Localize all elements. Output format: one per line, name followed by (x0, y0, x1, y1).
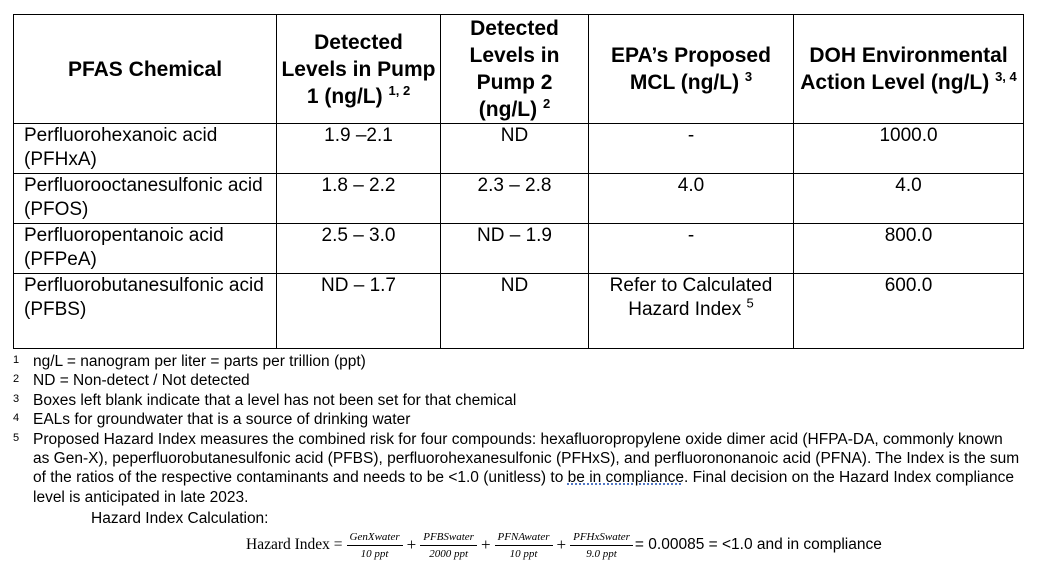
chemical-cell: Perfluorohexanoic acid (PFHxA) (14, 124, 277, 174)
eal-cell: 600.0 (794, 274, 1024, 349)
mcl-cell: 4.0 (589, 174, 794, 224)
grammar-flagged-text: be in compliance (567, 469, 684, 487)
footnote-text: ng/L = nanogram per liter = parts per trillion (ppt) (33, 353, 366, 370)
mcl-cell: - (589, 124, 794, 174)
chemical-cell: Perfluorobutanesulfonic acid (PFBS) (14, 274, 277, 349)
header-mcl: EPA’s Proposed MCL (ng/L) $^3$ (589, 15, 794, 124)
footnote-number: 2 (13, 373, 20, 386)
mcl-cell: - (589, 224, 794, 274)
plus-sign: + (406, 535, 417, 554)
plus-sign: + (556, 535, 567, 554)
footnote-number: 1 (13, 354, 20, 366)
table-row (14, 274, 1024, 349)
pump1-cell: 1.8 – 2.2 (277, 174, 441, 224)
pfas-table (13, 14, 1024, 349)
pump1-cell: 2.5 – 3.0 (277, 224, 441, 274)
footnote-text: Proposed Hazard Index measures the combined risk for four compounds: hexafluoropropylene oxide dimer acid (HFPA-DA, commonly known as Gen-X), peperfluorobutanesulfonic acid (PFBS), perfluorohexanesulfonic (PFHxS), and perfluorononanoic acid (PFNA). The Index is the sum of the ratios of the respective contaminants and needs to be <1.0 (unitless) to be in compliance. Final decision on the Hazard Index compliance level is anticipated in late 2023. (33, 430, 1020, 506)
formula-fraction: $\frac{\text{PFNAwater}}{\text{10 ppt}}$ (495, 531, 553, 560)
table-row (14, 124, 1024, 174)
pump2-cell: ND – 1.9 (441, 224, 589, 274)
chemical-cell: Perfluorooctanesulfonic acid (PFOS) (14, 174, 277, 224)
formula-lhs: Hazard Index = (246, 536, 343, 553)
footnote-text: EALs for groundwater that is a source of drinking water (33, 411, 411, 429)
mcl-cell: Refer to Calculated Hazard Index $^5$ (589, 274, 794, 349)
table-row (14, 224, 1024, 274)
footnote (13, 430, 1023, 508)
eal-cell: 4.0 (794, 174, 1024, 224)
formula-fraction: $\frac{\text{PFHxSwater}}{\text{9.0 ppt}}$ (570, 531, 633, 560)
table-row (14, 174, 1024, 224)
footnote (13, 410, 1023, 429)
footnote-number: 5 (13, 431, 20, 444)
formula-fraction: $\frac{\text{GenXwater}}{\text{10 ppt}}$ (347, 531, 403, 560)
footnote (13, 371, 1023, 390)
eal-cell: 800.0 (794, 224, 1024, 274)
pump1-cell: 1.9 –2.1 (277, 124, 441, 174)
table-header-row (14, 15, 1024, 124)
footnote-text: Boxes left blank indicate that a level has not been set for that chemical (33, 391, 517, 409)
footnote-text: ND = Non-detect / Not detected (33, 372, 250, 390)
footnote (13, 352, 1023, 371)
header-chemical: PFAS Chemical (14, 15, 277, 124)
eal-cell: 1000.0 (794, 124, 1024, 174)
footnote-number: 4 (13, 412, 20, 425)
header-pump1: Detected Levels in Pump 1 (ng/L) $^{1, 2}$ (277, 15, 441, 124)
footnotes (13, 352, 1023, 507)
plus-sign: + (480, 535, 491, 554)
pump2-cell: 2.3 – 2.8 (441, 174, 589, 224)
chemical-cell: Perfluoropentanoic acid (PFPeA) (14, 224, 277, 274)
formula-fraction: $\frac{\text{PFBSwater}}{\text{2000 ppt}}$ (420, 531, 477, 560)
header-eal: DOH Environmental Action Level (ng/L) $^{3, 4}$ (794, 15, 1024, 124)
footnote (13, 391, 1023, 410)
pump1-cell: ND – 1.7 (277, 274, 441, 349)
hazard-index-formula (246, 528, 882, 562)
formula-result: = 0.00085 = <1.0 and in compliance (634, 536, 882, 553)
pump2-cell: ND (441, 124, 589, 174)
calculation-title: Hazard Index Calculation: (91, 510, 269, 527)
footnote-number: 3 (13, 392, 20, 405)
pump2-cell: ND (441, 274, 589, 349)
header-pump2: Detected Levels in Pump 2 (ng/L) $^2$ (441, 15, 589, 124)
